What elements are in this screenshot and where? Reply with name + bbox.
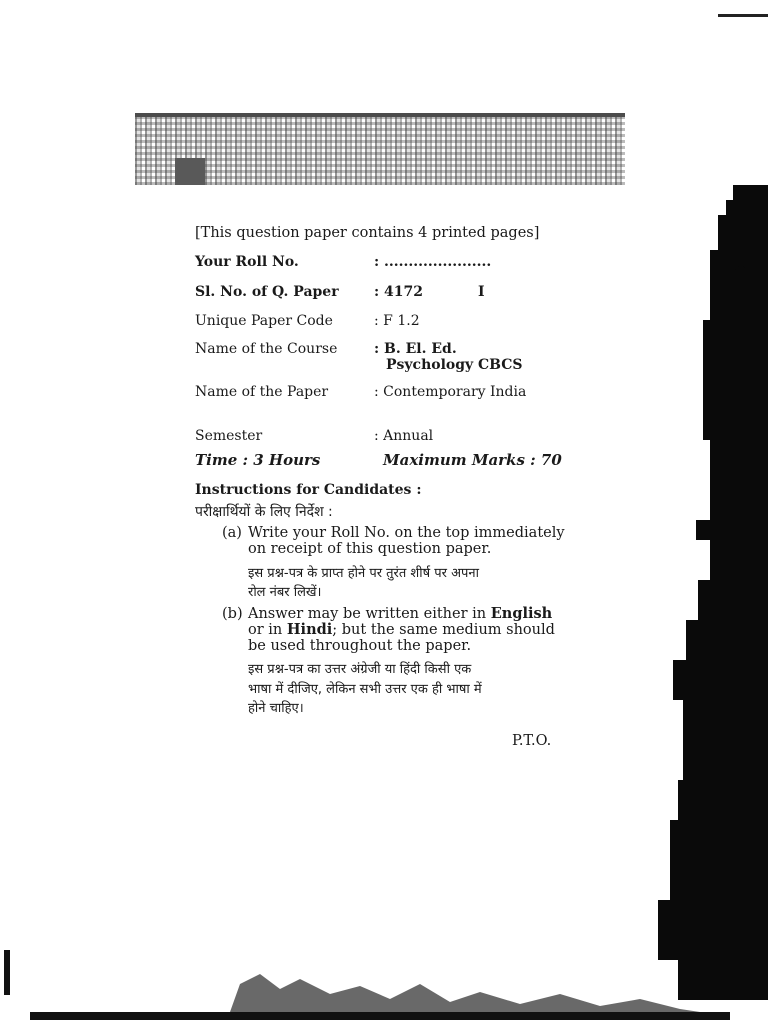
please-turn-over: P.T.O.	[512, 733, 552, 749]
course-value-line1: : B. El. Ed.	[374, 341, 457, 357]
roll-no-value: : ......................	[374, 254, 492, 270]
scan-mark-left	[4, 950, 10, 995]
item-a-hindi1: इस प्रश्न-पत्र के प्राप्त होने पर तुरंत शीर्ष पर अपना	[248, 566, 480, 581]
item-b-line1: Answer may be written either in English	[248, 605, 553, 622]
scan-edge-right	[638, 0, 768, 1024]
maximum-marks: Maximum Marks : 70	[383, 451, 562, 469]
paper-name-value: : Contemporary India	[374, 384, 527, 400]
page-count-note: [This question paper contains 4 printed pages]	[195, 225, 540, 241]
course-label: Name of the Course	[195, 341, 338, 357]
scan-header-band	[135, 113, 625, 185]
scan-edge-bottom	[0, 914, 768, 1024]
roll-no-label: Your Roll No.	[195, 254, 299, 270]
item-b-line3: be used throughout the paper.	[248, 638, 472, 654]
item-b-hindi2: भाषा में दीजिए, लेकिन सभी उत्तर एक ही भाषा में	[248, 682, 482, 697]
time-allowed: Time : 3 Hours	[195, 451, 321, 469]
instructions-title-hindi: परीक्षार्थियों के लिए निर्देश :	[195, 504, 333, 520]
item-a-marker: (a)	[222, 525, 242, 541]
paper-code-label: Unique Paper Code	[195, 313, 333, 329]
serial-no-suffix: I	[478, 284, 485, 300]
semester-label: Semester	[195, 428, 263, 444]
item-a-line2: on receipt of this question paper.	[248, 541, 492, 557]
item-a-line1: Write your Roll No. on the top immediately	[248, 525, 565, 541]
paper-code-value: : F 1.2	[374, 313, 420, 329]
serial-no-value: : 4172	[374, 284, 424, 300]
serial-no-label: Sl. No. of Q. Paper	[195, 284, 339, 300]
item-b-hindi1: इस प्रश्न-पत्र का उत्तर अंग्रेजी या हिंदी किसी एक	[248, 662, 472, 677]
paper-name-label: Name of the Paper	[195, 384, 329, 400]
instructions-title: Instructions for Candidates :	[195, 482, 422, 498]
item-b-line2: or in Hindi; but the same medium should	[248, 621, 555, 638]
item-b-hindi3: होने चाहिए।	[248, 701, 304, 716]
semester-value: : Annual	[374, 428, 434, 444]
item-a-hindi2: रोल नंबर लिखें।	[248, 585, 322, 600]
course-value-line2: Psychology CBCS	[386, 357, 523, 373]
item-b-marker: (b)	[222, 606, 243, 622]
